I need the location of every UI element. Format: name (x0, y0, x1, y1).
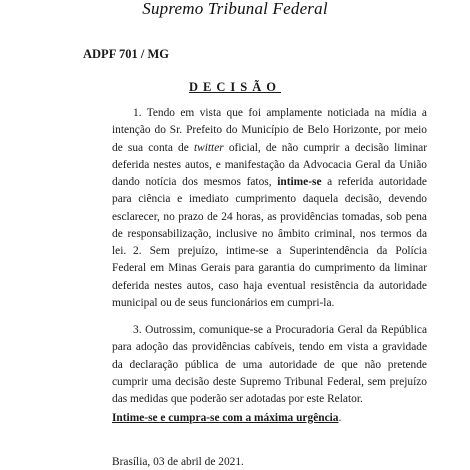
court-header (0, 0, 470, 18)
decision-heading: DECISÃO (189, 80, 281, 94)
closing-order: Intime-se e cumpra-se com a máxima urgência (112, 412, 339, 424)
p2-text: 2. Sem prejuízo, intime-se a Superintendência da Polícia Federal em Minas Gerais para garantia do cumprimento da liminar deferida nestes autos, caso haja eventual resistência da autoridade municipal ou de seus funcionários em cumpri-la. (112, 245, 427, 309)
p1-intime-se: intime-se (277, 176, 322, 189)
paragraph-1 (112, 105, 427, 261)
p1-text-c: oficial, de não cumprir a decisão liminar deferida nestes autos, e manifestação da Advocacia Geral da União dando notícia dos mesmos fatos, (112, 141, 427, 189)
paragraph-3 (112, 322, 427, 408)
case-reference: ADPF 701 / MG (83, 47, 169, 61)
p1-twitter-word: twitter (193, 141, 224, 154)
closing-line (112, 410, 341, 427)
p1-text-a: 1. Tendo em vista que foi amplamente noticiada na mídia a intenção do Sr. Prefeito do Município de Belo Horizonte, por meio de sua conta de (112, 107, 427, 154)
p1-text-e: a referida autoridade para ciência e imediato cumprimento daquela decisão, devendo esclarecer, no prazo de 24 horas, as providências tomadas, sob pena de responsabilização, inclusive no âmbito criminal, nos termos da lei. (112, 176, 427, 258)
court-name: Supremo Tribunal Federal (142, 0, 328, 18)
decision-date: Brasília, 03 de abril de 2021. (112, 456, 244, 468)
closing-period: . (338, 412, 342, 424)
p3-text: 3. Outrossim, comunique-se a Procuradoria Geral da República para adoção das providências cabíveis, tendo em vista a gravidade da declaração pública de uma autoridade de que não pretende cumprir uma decisão deste Supremo Tribunal Federal, sem prejuízo das medidas que poderão ser adotadas por este Relator. (112, 324, 427, 406)
paragraph-2 (112, 243, 427, 312)
